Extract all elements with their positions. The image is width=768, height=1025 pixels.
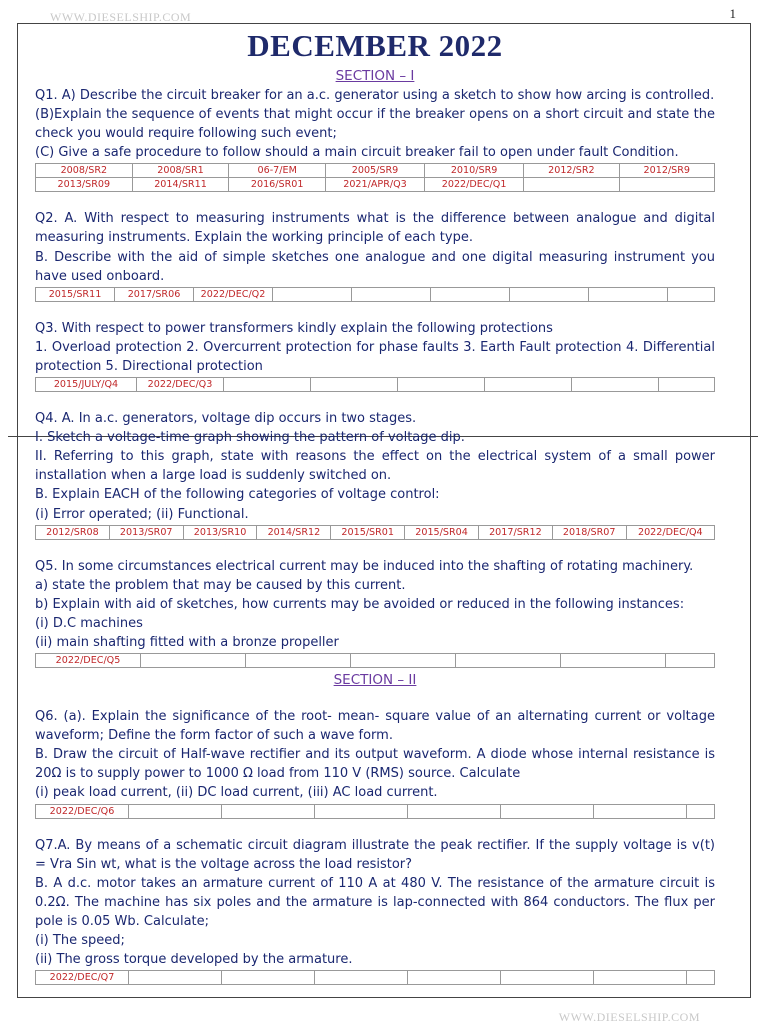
question-line: (i) Error operated; (ii) Functional.	[35, 506, 249, 522]
reference-cell: 2015/SR11	[36, 287, 115, 301]
reference-cell	[408, 804, 501, 818]
reference-cell	[273, 287, 352, 301]
page-title: DECEMBER 2022	[247, 28, 503, 63]
question-7	[35, 836, 715, 970]
reference-cell: 2016/SR01	[229, 178, 326, 192]
question-line: 1. Overload protection 2. Overcurrent protection for phase faults 3. Earth Fault protection 4. Differential protection 5. Directional protection	[35, 339, 715, 374]
reference-cell	[222, 804, 315, 818]
watermark-top: WWW.DIESELSHIP.COM	[50, 10, 192, 24]
reference-cell	[246, 654, 351, 668]
reference-cell	[398, 378, 485, 392]
question-line: a) state the problem that may be caused by this current.	[35, 577, 406, 593]
reference-cell: 2013/SR10	[183, 525, 257, 539]
reference-cell	[687, 804, 715, 818]
question-line: B. Describe with the aid of simple sketches one analogue and one digital measuring instrument you have used onboard.	[35, 249, 715, 284]
reference-cell	[408, 971, 501, 985]
reference-cell	[524, 178, 619, 192]
question-line: b) Explain with aid of sketches, how currents may be avoided or reduced in the following instances:	[35, 596, 685, 612]
reference-cell	[668, 287, 715, 301]
reference-cell: 2022/DEC/Q3	[137, 378, 224, 392]
reference-cell	[224, 378, 311, 392]
reference-cell: 06-7/EM	[229, 164, 326, 178]
reference-row	[36, 654, 715, 668]
reference-cell: 2008/SR1	[132, 164, 229, 178]
reference-table-q6	[35, 804, 715, 819]
section-title-2: SECTION – II	[333, 672, 417, 689]
reference-cell	[594, 804, 687, 818]
reference-cell: 2021/APR/Q3	[326, 178, 425, 192]
reference-cell: 2022/DEC/Q5	[36, 654, 141, 668]
reference-cell: 2018/SR07	[552, 525, 626, 539]
reference-cell: 2012/SR2	[524, 164, 619, 178]
question-line: (B)Explain the sequence of events that might occur if the breaker opens on a short circuit and state the check you would require following such event;	[35, 107, 715, 142]
reference-cell	[222, 971, 315, 985]
reference-cell: 2012/SR08	[36, 525, 110, 539]
reference-cell: 2022/DEC/Q4	[626, 525, 714, 539]
reference-table-q3	[35, 377, 715, 392]
reference-cell: 2017/SR12	[478, 525, 552, 539]
reference-table-q4	[35, 525, 715, 540]
reference-cell: 2015/SR04	[405, 525, 479, 539]
question-line: B. Draw the circuit of Half-wave rectifier and its output waveform. A diode whose internal resistance is 20Ω is to supply power to 1000 Ω load from 110 V (RMS) source. Calculate	[35, 747, 715, 782]
question-line: (ii) main shafting fitted with a bronze propeller	[35, 634, 339, 650]
reference-row	[36, 971, 715, 985]
question-1	[35, 86, 715, 162]
reference-cell	[501, 971, 594, 985]
reference-cell	[352, 287, 431, 301]
reference-row	[36, 378, 715, 392]
reference-cell: 2015/JULY/Q4	[36, 378, 137, 392]
reference-table-q1	[35, 163, 715, 192]
reference-cell: 2012/SR9	[619, 164, 714, 178]
reference-cell: 2010/SR9	[424, 164, 523, 178]
question-line: (i) peak load current, (ii) DC load current, (iii) AC load current.	[35, 785, 438, 801]
reference-cell: 2014/SR12	[257, 525, 331, 539]
question-3	[35, 319, 715, 376]
reference-cell: 2013/SR07	[109, 525, 183, 539]
reference-cell	[561, 654, 666, 668]
reference-cell	[315, 804, 408, 818]
reference-cell	[315, 971, 408, 985]
reference-cell	[572, 378, 659, 392]
reference-table-q7	[35, 970, 715, 985]
question-line: (i) D.C machines	[35, 615, 143, 631]
page-number: 1	[729, 6, 736, 21]
reference-cell	[456, 654, 561, 668]
watermark-bottom: WWW.DIESELSHIP.COM	[558, 1010, 700, 1024]
reference-cell: 2005/SR9	[326, 164, 425, 178]
reference-cell: 2014/SR11	[132, 178, 229, 192]
document-content	[35, 26, 715, 985]
question-6	[35, 707, 715, 802]
reference-cell	[431, 287, 510, 301]
reference-cell: 2015/SR01	[331, 525, 405, 539]
question-line: Q6. (a). Explain the significance of the root- mean- square value of an alternating current or voltage waveform; Define the form factor of such a wave form.	[35, 709, 715, 744]
reference-cell: 2008/SR2	[36, 164, 133, 178]
question-line: Q5. In some circumstances electrical current may be induced into the shafting of rotating machinery.	[35, 558, 694, 574]
question-2	[35, 209, 715, 285]
question-line: (C) Give a safe procedure to follow should a main circuit breaker fail to open under fault Condition.	[35, 145, 679, 161]
reference-table-q2	[35, 287, 715, 302]
reference-cell	[687, 971, 715, 985]
reference-cell	[485, 378, 572, 392]
question-line: B. A d.c. motor takes an armature current of 110 A at 480 V. The resistance of the armature circuit is 0.2Ω. The machine has six poles and the armature is lap-connected with 864 conductors. The flux per pole is 0.05 Wb. Calculate;	[35, 875, 715, 929]
reference-row	[36, 178, 715, 192]
question-4	[35, 409, 715, 524]
question-line: Q1. A) Describe the circuit breaker for an a.c. generator using a sketch to show how arcing is controlled.	[35, 88, 715, 103]
reference-cell	[619, 178, 714, 192]
reference-cell	[129, 971, 222, 985]
question-line: (i) The speed;	[35, 933, 125, 948]
question-line: I. Sketch a voltage-time graph showing the pattern of voltage dip.	[35, 430, 465, 446]
reference-cell: 2022/DEC/Q1	[424, 178, 523, 192]
reference-cell	[351, 654, 456, 668]
question-line: B. Explain EACH of the following categories of voltage control:	[35, 487, 440, 503]
reference-cell	[129, 804, 222, 818]
reference-cell: 2022/DEC/Q6	[36, 804, 129, 818]
reference-table-q5	[35, 653, 715, 668]
reference-row	[36, 525, 715, 539]
question-5	[35, 557, 715, 652]
reference-cell: 2013/SR09	[36, 178, 133, 192]
reference-row	[36, 287, 715, 301]
reference-cell	[311, 378, 398, 392]
reference-cell	[501, 804, 594, 818]
reference-row	[36, 804, 715, 818]
question-line: Q3. With respect to power transformers kindly explain the following protections	[35, 320, 553, 336]
question-line: Q7.A. By means of a schematic circuit diagram illustrate the peak rectifier. If the supply voltage is v(t) = Vra Sin wt, what is the voltage across the load resistor?	[35, 837, 715, 872]
question-line: II. Referring to this graph, state with reasons the effect on the electrical system of a small power installation when a large load is suddenly switched on.	[35, 449, 715, 484]
question-line: Q2. A. With respect to measuring instruments what is the difference between analogue and digital measuring instruments. Explain the working principle of each type.	[35, 211, 715, 246]
question-line: Q4. A. In a.c. generators, voltage dip occurs in two stages.	[35, 411, 417, 427]
reference-cell: 2022/DEC/Q7	[36, 971, 129, 985]
reference-cell: 2017/SR06	[115, 287, 194, 301]
reference-cell	[141, 654, 246, 668]
section-title-1: SECTION – I	[335, 68, 415, 84]
reference-row	[36, 164, 715, 178]
reference-cell	[510, 287, 589, 301]
reference-cell	[659, 378, 715, 392]
reference-cell	[594, 971, 687, 985]
reference-cell: 2022/DEC/Q2	[194, 287, 273, 301]
reference-cell	[589, 287, 668, 301]
reference-cell	[666, 654, 715, 668]
question-line: (ii) The gross torque developed by the armature.	[35, 952, 353, 968]
